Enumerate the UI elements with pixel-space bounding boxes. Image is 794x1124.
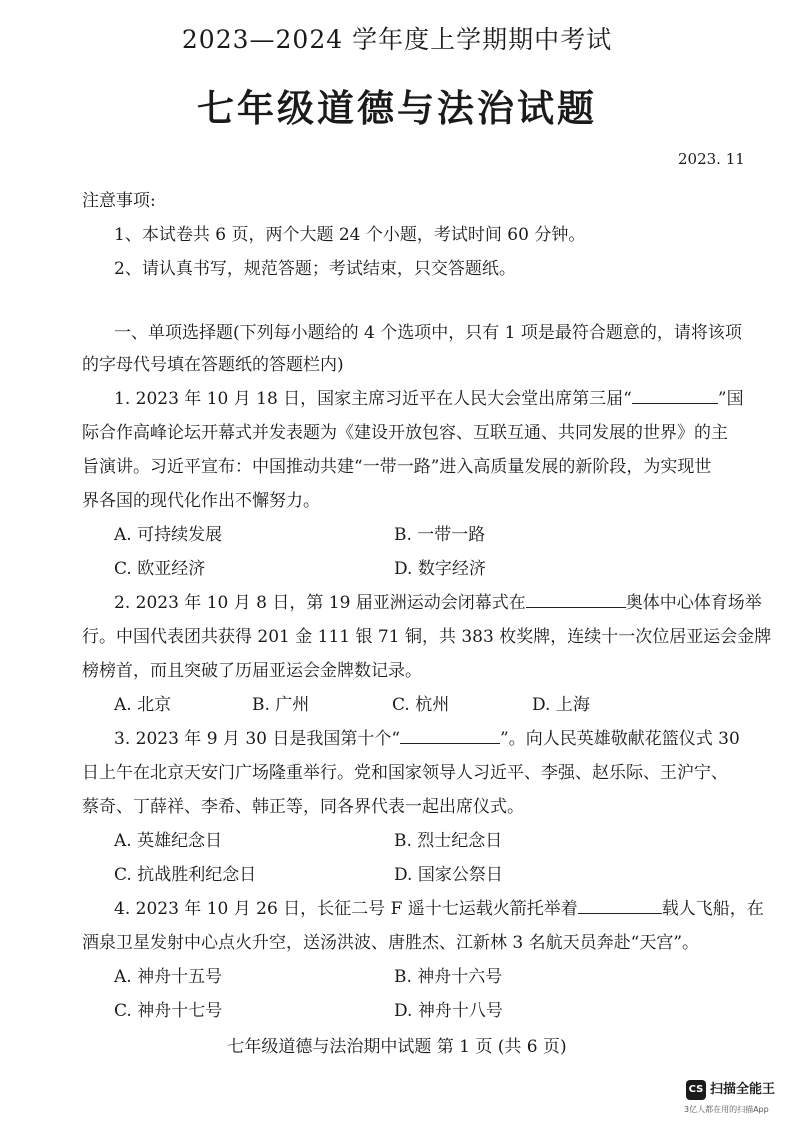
option-d: D. 数字经济 (394, 559, 486, 579)
camscanner-tagline: 3亿人都在用的扫描App (684, 1105, 769, 1114)
stem-text: 3. 2023 年 9 月 30 日是我国第十个“ (114, 729, 401, 749)
question-4-stem (114, 894, 764, 919)
option-b: B. 神舟十六号 (394, 967, 503, 987)
option-b: B. 广州 (252, 695, 310, 715)
option-a: A. 北京 (114, 695, 172, 715)
stem-text: 载人飞船，在 (661, 899, 764, 919)
stem-text: ”。向人民英雄敬献花篮仪式 30 (500, 729, 740, 749)
answer-blank (578, 896, 662, 914)
question-2-stem-line: 行。中国代表团共获得 201 金 111 银 71 铜，共 383 枚奖牌，连续十一次位居亚运会金牌 (82, 627, 772, 647)
answer-blank (400, 726, 500, 744)
option-c: C. 杭州 (392, 695, 450, 715)
question-2-stem (114, 588, 762, 613)
notes-heading: 注意事项: (82, 191, 156, 211)
note-item: 1、本试卷共 6 页，两个大题 24 个小题，考试时间 60 分钟。 (114, 225, 586, 245)
section-title: 一、单项选择题(下列每小题给的 4 个选项中，只有 1 项是最符合题意的，请将该项 (114, 323, 742, 343)
question-4-stem-line: 酒泉卫星发射中心点火升空，送汤洪波、唐胜杰、江新林 3 名航天员奔赴“天宫”。 (82, 933, 700, 953)
page-footer: 七年级道德与法治期中试题 第 1 页 (共 6 页) (227, 1037, 567, 1057)
question-3-stem-line: 蔡奇、丁薛祥、李希、韩正等，同各界代表一起出席仪式。 (82, 797, 524, 817)
question-1-stem-line: 界各国的现代化作出不懈努力。 (82, 491, 320, 511)
exam-date: 2023. 11 (678, 150, 745, 168)
note-item: 2、请认真书写，规范答题；考试结束，只交答题纸。 (114, 259, 516, 279)
option-d: D. 国家公祭日 (394, 865, 503, 885)
stem-text: 4. 2023 年 10 月 26 日，长征二号 F 遥十七运载火箭托举着 (114, 899, 578, 919)
stem-text: 1. 2023 年 10 月 18 日，国家主席习近平在人民大会堂出席第三届“ (114, 389, 632, 409)
exam-title: 2023—2024 学年度上学期期中考试 (181, 25, 613, 54)
stem-text: 2. 2023 年 10 月 8 日，第 19 届亚洲运动会闭幕式在 (114, 593, 526, 613)
question-1-stem-line: 际合作高峰论坛开幕式并发表题为《建设开放包容、互联互通、共同发展的世界》的主 (82, 423, 728, 443)
option-b: B. 一带一路 (394, 525, 486, 545)
option-c: C. 欧亚经济 (114, 559, 206, 579)
option-a: A. 可持续发展 (114, 525, 223, 545)
question-3-stem (114, 724, 740, 749)
option-b: B. 烈士纪念日 (394, 831, 503, 851)
option-d: D. 神舟十八号 (394, 1001, 503, 1021)
question-1-stem-line: 旨演讲。习近平宣布：中国推动共建“一带一路”进入高质量发展的新阶段，为实现世 (82, 457, 712, 477)
subject-title: 七年级道德与法治试题 (197, 86, 597, 130)
question-2-stem-line: 榜榜首，而且突破了历届亚运会金牌数记录。 (82, 661, 422, 681)
answer-blank (526, 590, 626, 608)
option-c: C. 神舟十七号 (114, 1001, 223, 1021)
answer-blank (632, 386, 718, 404)
camscanner-name: 扫描全能王 (710, 1082, 776, 1097)
question-1-stem (114, 384, 744, 409)
question-3-stem-line: 日上午在北京天安门广场隆重举行。党和国家领导人习近平、李强、赵乐际、王沪宁、 (82, 763, 728, 783)
stem-text: ”国 (717, 389, 744, 409)
section-title-cont: 的字母代号填在答题纸的答题栏内) (82, 355, 344, 375)
option-d: D. 上海 (532, 695, 590, 715)
camscanner-logo: CS (686, 1080, 706, 1100)
option-a: A. 神舟十五号 (114, 967, 223, 987)
option-c: C. 抗战胜利纪念日 (114, 865, 257, 885)
option-a: A. 英雄纪念日 (114, 831, 223, 851)
stem-text: 奥体中心体育场举 (625, 593, 762, 613)
